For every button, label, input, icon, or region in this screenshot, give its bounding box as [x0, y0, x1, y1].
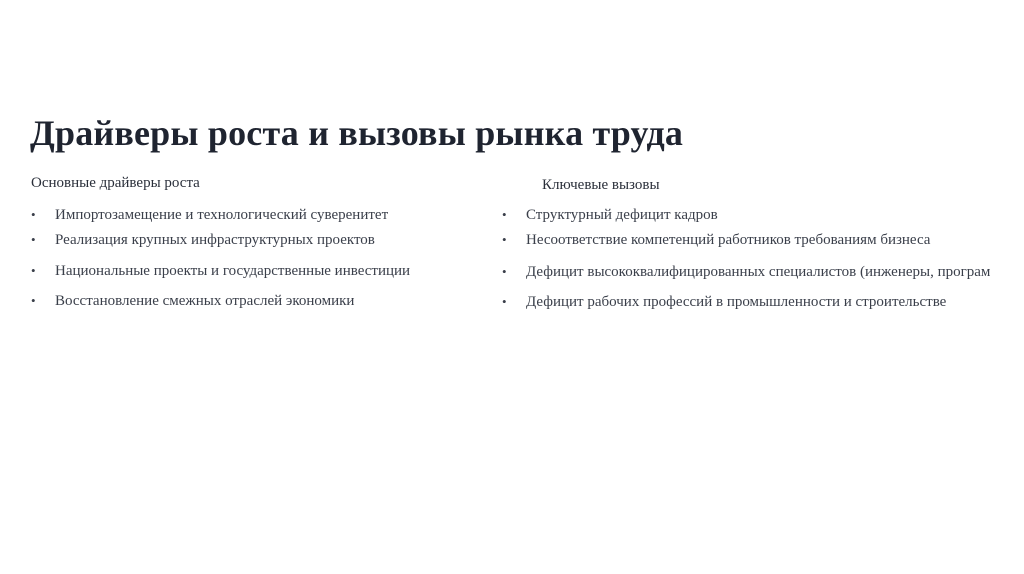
drivers-list-item	[31, 262, 491, 280]
drivers-item-text: Национальные проекты и государственные инвестиции	[55, 263, 411, 279]
bullet-icon: •	[502, 264, 507, 279]
drivers-list-item	[31, 231, 491, 249]
bullet-icon: •	[502, 232, 507, 247]
bullet-icon: •	[502, 207, 507, 222]
challenges-item-text: Дефицит рабочих профессий в промышленности и строительстве	[526, 294, 947, 310]
slide-title: Драйверы роста и вызовы рынка труда	[30, 113, 684, 153]
drivers-item-text: Импортозамещение и технологический суверенитет	[55, 207, 389, 223]
bullet-icon: •	[31, 293, 36, 308]
challenges-list-item	[502, 293, 1024, 311]
challenges-heading: Ключевые вызовы	[542, 177, 660, 193]
drivers-item-text: Реализация крупных инфраструктурных проектов	[55, 232, 375, 248]
drivers-item-text: Восстановление смежных отраслей экономики	[55, 293, 355, 309]
drivers-list-item	[31, 206, 491, 224]
bullet-icon: •	[31, 263, 36, 278]
challenges-item-text: Несоответствие компетенций работников требованиям бизнеса	[526, 232, 931, 248]
bullet-icon: •	[31, 232, 36, 247]
challenges-item-text: Структурный дефицит кадров	[526, 207, 718, 223]
drivers-list-item	[31, 292, 491, 310]
bullet-icon: •	[31, 207, 36, 222]
challenges-list-item	[502, 231, 1024, 249]
challenges-list-item	[502, 206, 1024, 224]
challenges-list-item	[502, 263, 1024, 281]
bullet-icon: •	[502, 294, 507, 309]
drivers-heading: Основные драйверы роста	[31, 175, 200, 191]
challenges-item-text: Дефицит высококвалифицированных специалистов (инженеры, програм	[526, 264, 991, 280]
